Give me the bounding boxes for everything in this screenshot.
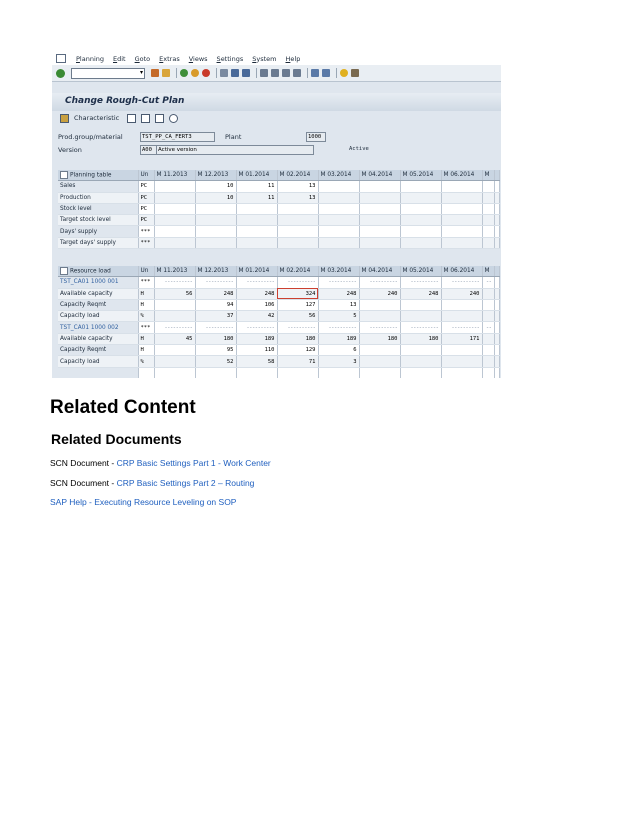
back-arrow-icon[interactable] bbox=[151, 69, 159, 77]
link-prefix: SCN Document - bbox=[50, 478, 117, 488]
table-cell[interactable]: 95 bbox=[195, 345, 236, 356]
table-cell[interactable] bbox=[277, 226, 318, 237]
row-label bbox=[58, 367, 138, 378]
table-row bbox=[58, 192, 499, 203]
table-cell-overflow bbox=[494, 345, 499, 356]
table-cell[interactable] bbox=[318, 192, 359, 203]
row-label: Days' supply bbox=[58, 226, 138, 237]
table-cell[interactable] bbox=[400, 237, 441, 248]
table-cell[interactable] bbox=[154, 192, 195, 203]
save-icon[interactable] bbox=[162, 69, 170, 77]
resource-load-table bbox=[58, 266, 500, 378]
column-header-period[interactable]: M 11.2013 bbox=[154, 266, 195, 277]
table-cell[interactable] bbox=[441, 237, 482, 248]
table-cell[interactable] bbox=[482, 299, 494, 310]
row-label: Capacity Reqmt bbox=[58, 299, 138, 310]
table-cell-overflow bbox=[494, 367, 499, 378]
menu-goto[interactable]: Goto bbox=[134, 54, 151, 63]
table-cell[interactable] bbox=[195, 237, 236, 248]
table-cell[interactable]: 52 bbox=[195, 356, 236, 367]
last-page-icon[interactable] bbox=[293, 69, 301, 77]
menu-planning[interactable]: Planning bbox=[76, 54, 105, 63]
related-link-2 bbox=[50, 478, 254, 488]
menu-icon[interactable] bbox=[56, 54, 66, 63]
first-page-icon[interactable] bbox=[260, 69, 268, 77]
column-header-period[interactable]: M bbox=[482, 266, 494, 277]
table-cell[interactable]: 106 bbox=[236, 299, 277, 310]
table-cell[interactable]: ---------- bbox=[441, 322, 482, 333]
table-cell-overflow bbox=[494, 322, 499, 333]
table-cell[interactable] bbox=[359, 192, 400, 203]
table-cell[interactable] bbox=[154, 203, 195, 214]
table-cell[interactable]: 129 bbox=[277, 345, 318, 356]
column-header-period[interactable]: M 05.2014 bbox=[400, 170, 441, 181]
link-prefix: SCN Document - bbox=[50, 458, 117, 468]
list-icon[interactable] bbox=[141, 114, 150, 123]
table-row bbox=[58, 226, 499, 237]
table-cell[interactable] bbox=[318, 215, 359, 226]
toolbar-separator bbox=[176, 68, 177, 78]
table-cell-overflow bbox=[494, 181, 499, 192]
column-header-overflow bbox=[494, 170, 499, 181]
table-cell[interactable] bbox=[400, 345, 441, 356]
menu-edit[interactable]: Edit bbox=[113, 54, 126, 63]
table-cell[interactable] bbox=[154, 226, 195, 237]
menu-system[interactable]: System bbox=[252, 54, 277, 63]
table-cell[interactable] bbox=[195, 367, 236, 378]
row-label: Capacity Reqmt bbox=[58, 345, 138, 356]
table-cell[interactable] bbox=[441, 311, 482, 322]
table-cell[interactable]: 11 bbox=[236, 181, 277, 192]
related-link-1 bbox=[50, 458, 271, 468]
column-header-period[interactable]: M 05.2014 bbox=[400, 266, 441, 277]
table-cell[interactable] bbox=[154, 367, 195, 378]
table-cell[interactable]: 10 bbox=[195, 192, 236, 203]
table-cell[interactable] bbox=[154, 311, 195, 322]
table-cell[interactable] bbox=[441, 299, 482, 310]
table-cell[interactable] bbox=[482, 237, 494, 248]
table-header-row bbox=[58, 266, 499, 277]
table-cell[interactable] bbox=[359, 181, 400, 192]
table-cell[interactable] bbox=[482, 226, 494, 237]
application-toolbar bbox=[60, 112, 183, 124]
sap-window bbox=[52, 52, 501, 378]
resource-name[interactable]: TST_CA01 1000 002 bbox=[58, 322, 138, 333]
table-cell[interactable]: 180 bbox=[277, 333, 318, 344]
table-cell[interactable]: 180 bbox=[400, 333, 441, 344]
crp-basic-settings-part2-link[interactable]: CRP Basic Settings Part 2 – Routing bbox=[116, 478, 255, 488]
row-unit: *** bbox=[138, 226, 154, 237]
table-cell[interactable]: 189 bbox=[318, 333, 359, 344]
table-cell[interactable]: 5 bbox=[318, 311, 359, 322]
table-cell[interactable]: 110 bbox=[236, 345, 277, 356]
table-cell[interactable]: 56 bbox=[154, 288, 195, 299]
table-cell[interactable]: 6 bbox=[318, 345, 359, 356]
network-icon[interactable] bbox=[169, 114, 178, 123]
menu-help[interactable]: Help bbox=[285, 54, 301, 63]
table-cell[interactable]: 37 bbox=[195, 311, 236, 322]
table-settings-icon[interactable] bbox=[60, 267, 68, 275]
layout-icon[interactable] bbox=[351, 69, 359, 77]
table-cell[interactable] bbox=[482, 333, 494, 344]
row-unit: PC bbox=[138, 192, 154, 203]
table-cell[interactable] bbox=[359, 356, 400, 367]
table-row bbox=[58, 237, 499, 248]
resource-name[interactable]: TST_CA01 1000 001 bbox=[58, 277, 138, 288]
table-cell[interactable]: ---------- bbox=[154, 322, 195, 333]
document-icon[interactable] bbox=[127, 114, 136, 123]
column-header-period[interactable]: M 04.2014 bbox=[359, 170, 400, 181]
table-cell[interactable] bbox=[236, 226, 277, 237]
table-cell[interactable] bbox=[154, 345, 195, 356]
toolbar-separator bbox=[307, 68, 308, 78]
table-cell[interactable]: 180 bbox=[359, 333, 400, 344]
table-cell[interactable] bbox=[359, 215, 400, 226]
table-title: Resource load bbox=[70, 268, 111, 275]
table-cell[interactable] bbox=[359, 311, 400, 322]
table-cell[interactable]: ---------- bbox=[195, 277, 236, 288]
column-header-period[interactable]: M 03.2014 bbox=[318, 170, 359, 181]
table-cell[interactable] bbox=[441, 215, 482, 226]
row-unit: % bbox=[138, 356, 154, 367]
table-cell[interactable] bbox=[236, 215, 277, 226]
table-cell[interactable] bbox=[482, 345, 494, 356]
row-unit: PC bbox=[138, 203, 154, 214]
table-cell[interactable]: ---------- bbox=[318, 277, 359, 288]
table-cell[interactable] bbox=[154, 215, 195, 226]
table-cell[interactable] bbox=[400, 367, 441, 378]
help-icon[interactable] bbox=[340, 69, 348, 77]
toolbar-separator bbox=[256, 68, 257, 78]
row-label: Target stock level bbox=[58, 215, 138, 226]
table-cell[interactable] bbox=[277, 203, 318, 214]
table-cell[interactable]: ---------- bbox=[359, 322, 400, 333]
column-header-period[interactable]: M 01.2014 bbox=[236, 266, 277, 277]
menu-extras[interactable]: Extras bbox=[159, 54, 180, 63]
table-cell[interactable] bbox=[318, 367, 359, 378]
shortcut-icon[interactable] bbox=[322, 69, 330, 77]
sap-help-resource-leveling-link[interactable]: SAP Help - Executing Resource Leveling on SOP bbox=[50, 497, 237, 507]
table-cell[interactable] bbox=[154, 299, 195, 310]
table-cell-overflow bbox=[494, 311, 499, 322]
row-unit: % bbox=[138, 311, 154, 322]
row-unit bbox=[138, 367, 154, 378]
table-cell[interactable]: 248 bbox=[236, 288, 277, 299]
column-header-period[interactable]: M 02.2014 bbox=[277, 266, 318, 277]
column-header-period[interactable]: M 06.2014 bbox=[441, 266, 482, 277]
table-cell[interactable] bbox=[400, 203, 441, 214]
planning-table bbox=[58, 170, 500, 249]
menu-views[interactable]: Views bbox=[188, 54, 208, 63]
version-label: Version bbox=[58, 146, 82, 154]
column-header-period[interactable]: M bbox=[482, 170, 494, 181]
table-cell[interactable]: -- bbox=[482, 322, 494, 333]
row-unit: *** bbox=[138, 322, 154, 333]
related-documents-heading: Related Documents bbox=[51, 431, 182, 447]
table-cell[interactable] bbox=[482, 203, 494, 214]
find-next-icon[interactable] bbox=[242, 69, 250, 77]
row-unit: H bbox=[138, 333, 154, 344]
table-cell[interactable]: 189 bbox=[236, 333, 277, 344]
column-header-period[interactable]: M 01.2014 bbox=[236, 170, 277, 181]
dropdown-icon[interactable]: ▾ bbox=[139, 68, 143, 76]
table-cell[interactable] bbox=[154, 237, 195, 248]
table-cell-overflow bbox=[494, 299, 499, 310]
table-settings-icon[interactable] bbox=[60, 171, 68, 179]
row-unit: H bbox=[138, 299, 154, 310]
exit-icon[interactable] bbox=[191, 69, 199, 77]
table-cell[interactable] bbox=[482, 192, 494, 203]
table-row bbox=[58, 333, 499, 344]
characteristic-button[interactable]: Characteristic bbox=[74, 114, 120, 122]
table-cell[interactable]: 45 bbox=[154, 333, 195, 344]
table-cell-overflow bbox=[494, 237, 499, 248]
cancel-icon[interactable] bbox=[202, 69, 210, 77]
column-header-period[interactable]: M 12.2013 bbox=[195, 266, 236, 277]
find-icon[interactable] bbox=[231, 69, 239, 77]
table-cell[interactable]: 127 bbox=[277, 299, 318, 310]
table-header-row bbox=[58, 170, 499, 181]
table-row bbox=[58, 181, 499, 192]
table-cell[interactable] bbox=[400, 311, 441, 322]
row-unit: PC bbox=[138, 181, 154, 192]
table-cell[interactable]: ---------- bbox=[195, 322, 236, 333]
table-cell[interactable] bbox=[400, 356, 441, 367]
table-cell[interactable]: ---------- bbox=[441, 277, 482, 288]
table-cell-overflow bbox=[494, 192, 499, 203]
page-title: Change Rough-Cut Plan bbox=[65, 96, 185, 106]
prod-group-label: Prod.group/material bbox=[58, 133, 123, 141]
standard-toolbar bbox=[52, 65, 501, 82]
table-cell[interactable] bbox=[482, 311, 494, 322]
table-cell-overflow bbox=[494, 203, 499, 214]
table-row bbox=[58, 299, 499, 310]
table-cell[interactable]: 248 bbox=[400, 288, 441, 299]
table-cell[interactable]: ---------- bbox=[277, 277, 318, 288]
table-cell[interactable] bbox=[482, 356, 494, 367]
table-cell[interactable]: ---------- bbox=[277, 322, 318, 333]
enter-icon[interactable] bbox=[56, 69, 65, 78]
table-cell[interactable] bbox=[482, 181, 494, 192]
table-cell[interactable] bbox=[318, 181, 359, 192]
table-cell[interactable]: 56 bbox=[277, 311, 318, 322]
table-cell[interactable]: 71 bbox=[277, 356, 318, 367]
column-header-period[interactable]: M 11.2013 bbox=[154, 170, 195, 181]
table-row bbox=[58, 215, 499, 226]
table-cell[interactable] bbox=[482, 288, 494, 299]
table-cell[interactable] bbox=[441, 356, 482, 367]
table-cell[interactable] bbox=[277, 215, 318, 226]
table-cell[interactable]: ---------- bbox=[236, 277, 277, 288]
table-cell[interactable]: 248 bbox=[195, 288, 236, 299]
previous-page-icon[interactable] bbox=[271, 69, 279, 77]
table-cell[interactable]: 94 bbox=[195, 299, 236, 310]
table-cell[interactable]: ---------- bbox=[400, 322, 441, 333]
table-cell[interactable] bbox=[482, 215, 494, 226]
row-unit: H bbox=[138, 288, 154, 299]
column-header-period[interactable]: M 03.2014 bbox=[318, 266, 359, 277]
table-row bbox=[58, 277, 499, 288]
status-text: Active bbox=[349, 146, 369, 152]
table-cell[interactable]: ---------- bbox=[236, 322, 277, 333]
table-cell[interactable] bbox=[359, 299, 400, 310]
table-cell[interactable] bbox=[236, 367, 277, 378]
table-cell[interactable] bbox=[277, 237, 318, 248]
table-cell[interactable] bbox=[359, 367, 400, 378]
table-cell[interactable]: 180 bbox=[195, 333, 236, 344]
plant-field: 1000 bbox=[306, 132, 326, 142]
row-unit: *** bbox=[138, 277, 154, 288]
table-cell[interactable]: 240 bbox=[441, 288, 482, 299]
version-field: A00 bbox=[140, 145, 157, 155]
row-label: Available capacity bbox=[58, 288, 138, 299]
plant-label: Plant bbox=[225, 133, 242, 141]
table-cell[interactable] bbox=[400, 226, 441, 237]
column-header-period[interactable]: M 04.2014 bbox=[359, 266, 400, 277]
header-fields bbox=[52, 130, 501, 158]
table-title: Planning table bbox=[70, 172, 112, 179]
table-row bbox=[58, 356, 499, 367]
table-cell[interactable]: 42 bbox=[236, 311, 277, 322]
back-icon[interactable] bbox=[180, 69, 188, 77]
table-cell-overflow bbox=[494, 277, 499, 288]
table-cell[interactable]: ---------- bbox=[400, 277, 441, 288]
table-cell[interactable]: 3 bbox=[318, 356, 359, 367]
row-unit: PC bbox=[138, 215, 154, 226]
characteristic-icon[interactable] bbox=[60, 114, 69, 123]
table-cell[interactable] bbox=[400, 192, 441, 203]
column-header-period[interactable]: M 06.2014 bbox=[441, 170, 482, 181]
print-icon[interactable] bbox=[220, 69, 228, 77]
row-label: Stock level bbox=[58, 203, 138, 214]
table-cell[interactable]: 13 bbox=[318, 299, 359, 310]
row-unit: H bbox=[138, 345, 154, 356]
table-cell[interactable] bbox=[318, 226, 359, 237]
column-header-unit[interactable]: Un bbox=[138, 266, 154, 277]
column-header-overflow bbox=[494, 266, 499, 277]
table-cell[interactable] bbox=[236, 203, 277, 214]
table-cell[interactable] bbox=[318, 203, 359, 214]
table-cell[interactable] bbox=[195, 226, 236, 237]
table-cell[interactable]: 13 bbox=[277, 181, 318, 192]
table-cell[interactable]: 171 bbox=[441, 333, 482, 344]
table-cell[interactable] bbox=[359, 203, 400, 214]
table-cell[interactable]: 10 bbox=[195, 181, 236, 192]
table-cell-overflow bbox=[494, 288, 499, 299]
table-cell[interactable] bbox=[359, 237, 400, 248]
table-cell[interactable] bbox=[441, 226, 482, 237]
table-cell[interactable] bbox=[359, 226, 400, 237]
title-bar bbox=[52, 93, 501, 111]
related-link-3 bbox=[50, 497, 236, 507]
table-row bbox=[58, 311, 499, 322]
table-row bbox=[58, 203, 499, 214]
table-cell[interactable]: 11 bbox=[236, 192, 277, 203]
menu-settings[interactable]: Settings bbox=[216, 54, 244, 63]
table-cell[interactable] bbox=[441, 192, 482, 203]
column-header-label[interactable] bbox=[58, 170, 138, 181]
table-cell[interactable]: 324 bbox=[277, 288, 318, 299]
row-label: Available capacity bbox=[58, 333, 138, 344]
table-cell-overflow bbox=[494, 226, 499, 237]
table-cell[interactable] bbox=[400, 181, 441, 192]
table-cell[interactable] bbox=[441, 181, 482, 192]
column-header-period[interactable]: M 12.2013 bbox=[195, 170, 236, 181]
table-cell[interactable]: 240 bbox=[359, 288, 400, 299]
toolbar-separator bbox=[216, 68, 217, 78]
table-cell[interactable] bbox=[441, 345, 482, 356]
menu-bar bbox=[52, 52, 501, 65]
table-cell-overflow bbox=[494, 356, 499, 367]
table-cell[interactable] bbox=[400, 299, 441, 310]
create-session-icon[interactable] bbox=[311, 69, 319, 77]
table-icon[interactable] bbox=[155, 114, 164, 123]
table-cell[interactable] bbox=[318, 237, 359, 248]
row-label: Capacity load bbox=[58, 311, 138, 322]
table-row bbox=[58, 322, 499, 333]
column-header-period[interactable]: M 02.2014 bbox=[277, 170, 318, 181]
crp-basic-settings-part1-link[interactable]: CRP Basic Settings Part 1 - Work Center bbox=[116, 458, 271, 468]
table-cell[interactable]: ---------- bbox=[318, 322, 359, 333]
row-label: Sales bbox=[58, 181, 138, 192]
next-page-icon[interactable] bbox=[282, 69, 290, 77]
table-cell[interactable] bbox=[154, 356, 195, 367]
table-cell[interactable]: ---------- bbox=[359, 277, 400, 288]
column-header-unit[interactable]: Un bbox=[138, 170, 154, 181]
table-row bbox=[58, 288, 499, 299]
table-cell[interactable] bbox=[195, 203, 236, 214]
table-row bbox=[58, 345, 499, 356]
table-cell[interactable] bbox=[359, 345, 400, 356]
table-cell[interactable]: 248 bbox=[318, 288, 359, 299]
row-label: Production bbox=[58, 192, 138, 203]
table-cell[interactable]: 13 bbox=[277, 192, 318, 203]
table-cell[interactable] bbox=[482, 367, 494, 378]
row-unit: *** bbox=[138, 237, 154, 248]
table-cell[interactable] bbox=[195, 215, 236, 226]
table-cell[interactable] bbox=[400, 215, 441, 226]
table-cell[interactable]: 58 bbox=[236, 356, 277, 367]
version-text-field: Active version bbox=[156, 145, 314, 155]
table-cell[interactable] bbox=[154, 181, 195, 192]
table-cell[interactable] bbox=[441, 367, 482, 378]
table-row bbox=[58, 367, 499, 378]
prod-group-field: TST_PP_CA_FERT3 bbox=[140, 132, 215, 142]
table-cell[interactable] bbox=[236, 237, 277, 248]
toolbar-separator bbox=[336, 68, 337, 78]
column-header-label[interactable] bbox=[58, 266, 138, 277]
row-label: Capacity load bbox=[58, 356, 138, 367]
row-label: Target days' supply bbox=[58, 237, 138, 248]
table-cell[interactable] bbox=[277, 367, 318, 378]
table-cell-overflow bbox=[494, 215, 499, 226]
table-cell[interactable]: ---------- bbox=[154, 277, 195, 288]
table-cell[interactable]: -- bbox=[482, 277, 494, 288]
table-cell-overflow bbox=[494, 333, 499, 344]
related-content-heading: Related Content bbox=[50, 397, 196, 418]
command-field[interactable] bbox=[71, 68, 145, 79]
table-cell[interactable] bbox=[441, 203, 482, 214]
